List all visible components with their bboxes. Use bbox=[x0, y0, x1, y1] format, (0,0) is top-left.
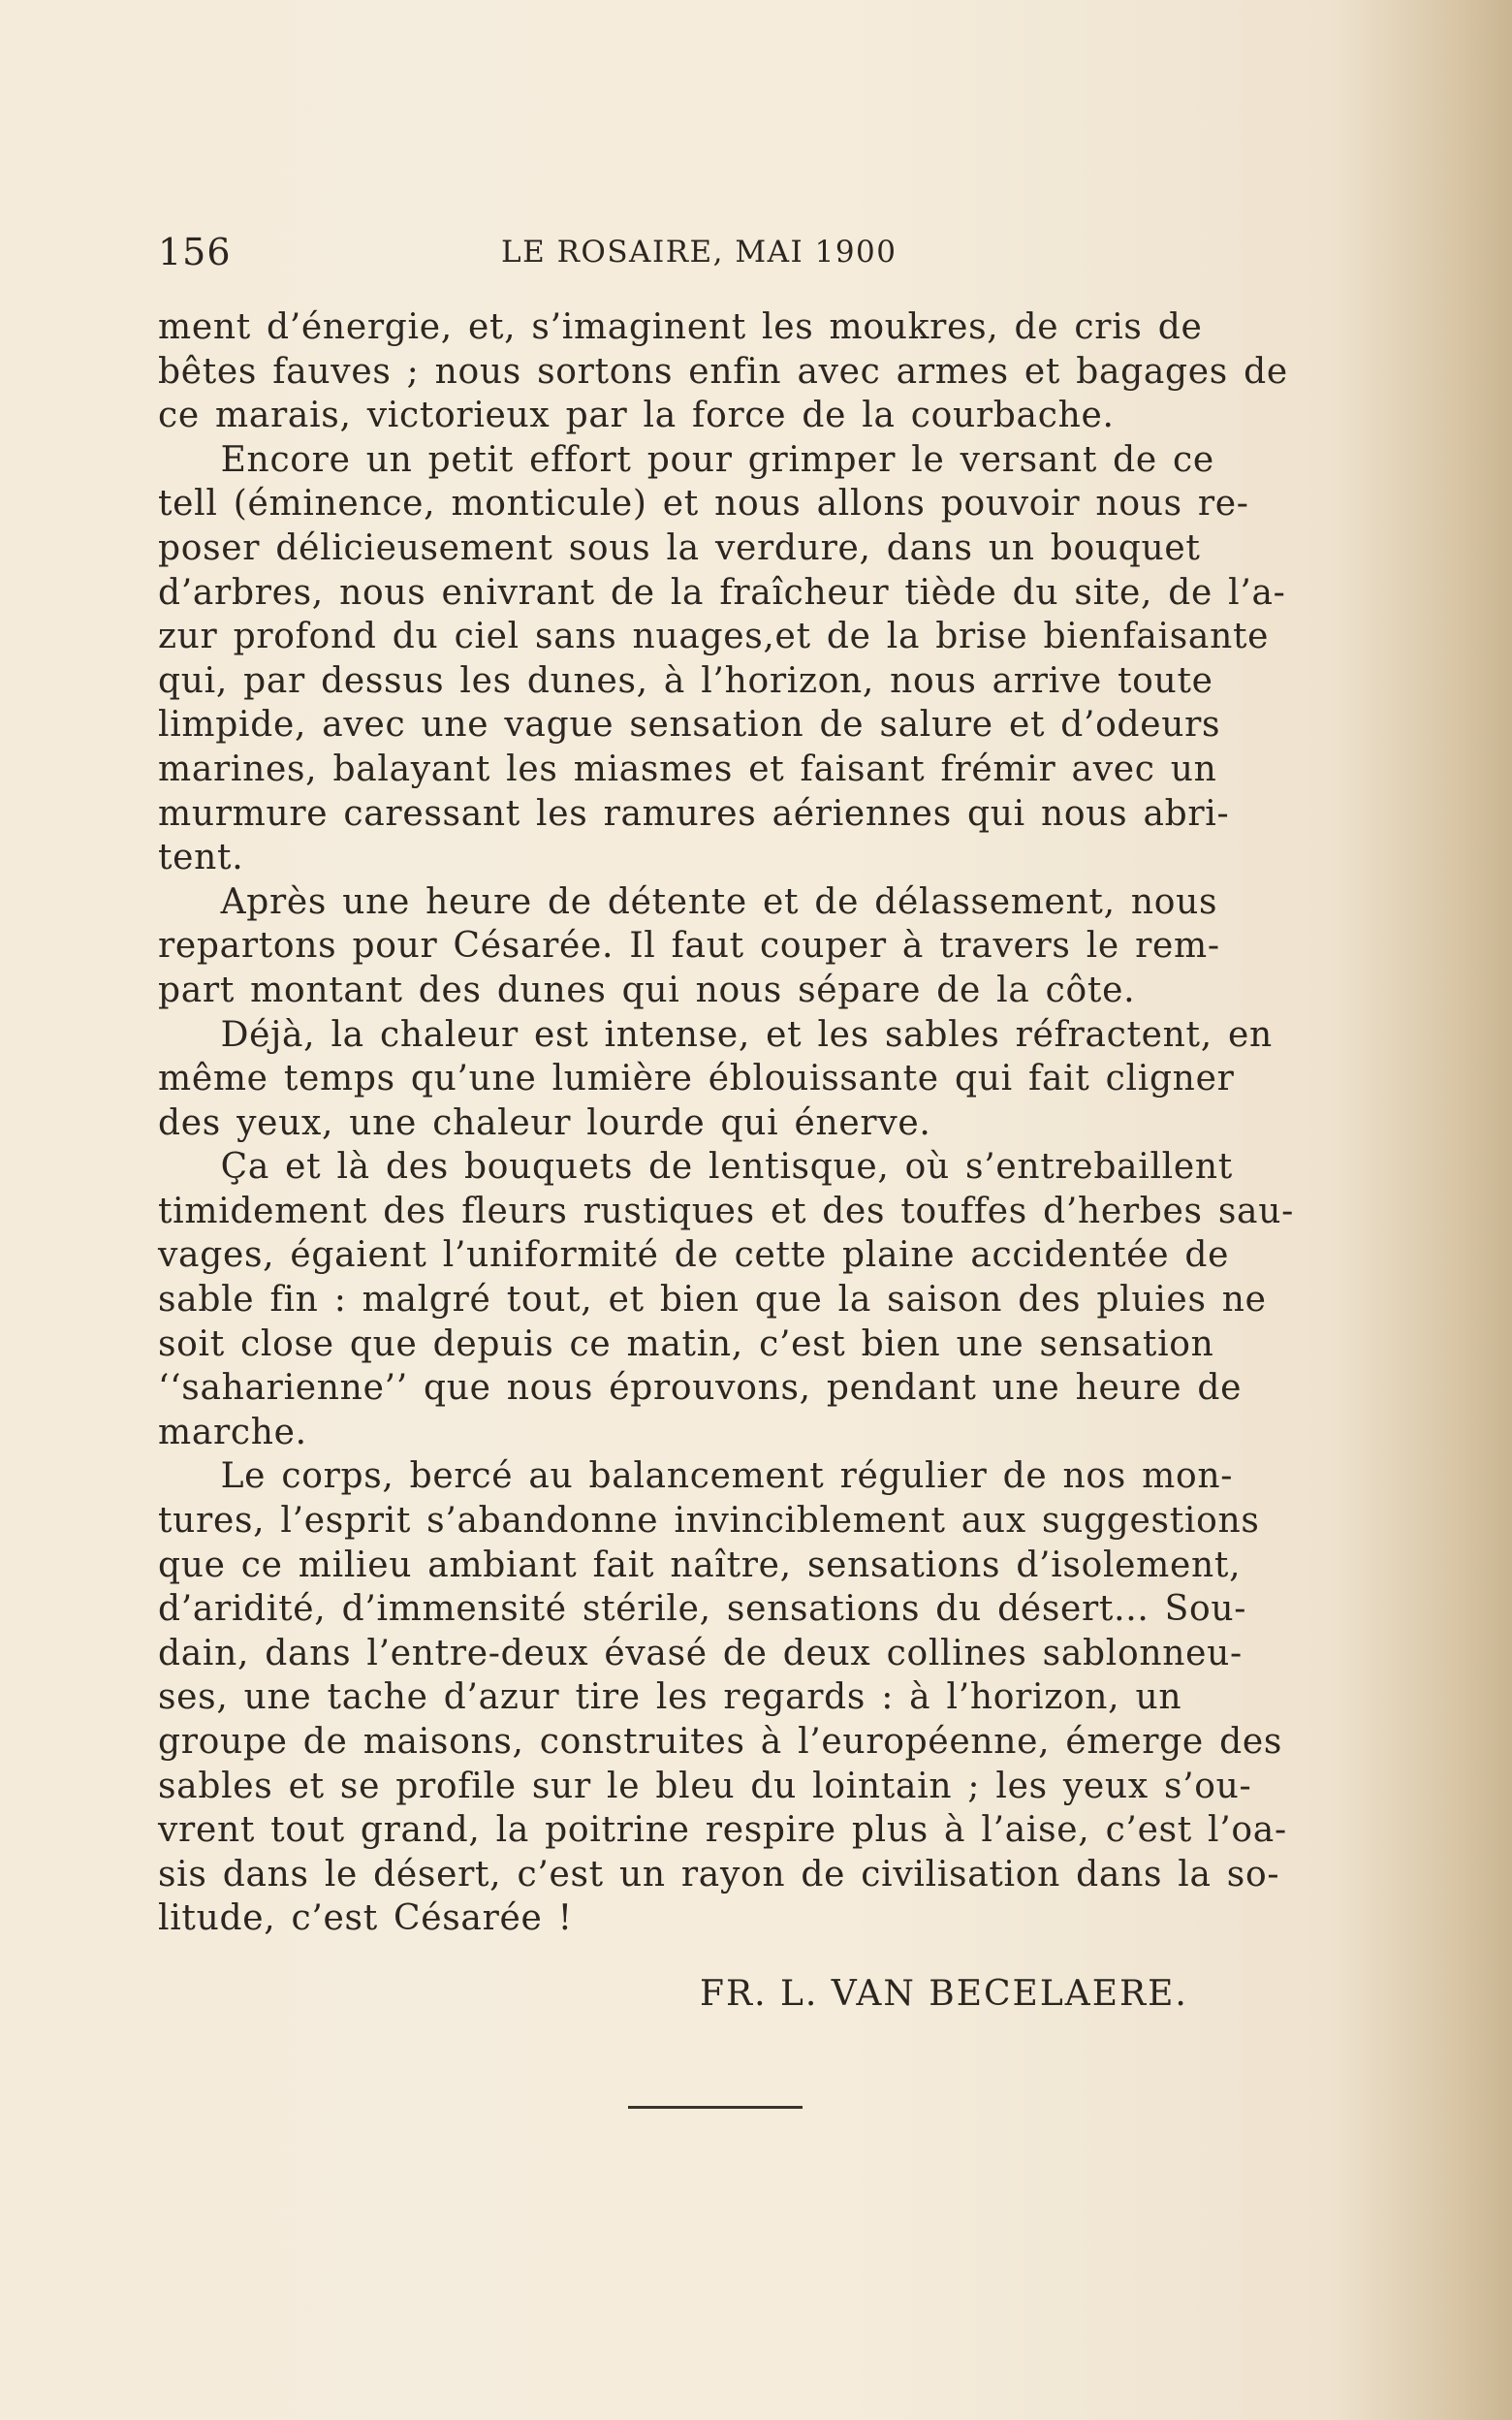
text-line: Après une heure de détente et de délassement, nous bbox=[158, 881, 1218, 922]
text-line: même temps qu’une lumière éblouissante qui fait cligner bbox=[158, 1059, 1235, 1099]
text-line: ment d’énergie, et, s’imaginent les moukres, de cris de bbox=[158, 307, 1203, 347]
text-line: bêtes fauves ; nous sortons enfin avec armes et bagages de bbox=[158, 351, 1288, 392]
text-line: marche. bbox=[158, 1412, 307, 1452]
text-line: Encore un petit effort pour grimper le versant de ce bbox=[158, 439, 1214, 480]
text-line: limpide, avec une vague sensation de salure et d’odeurs bbox=[158, 705, 1221, 746]
text-line: repartons pour Césarée. Il faut couper à travers le rem- bbox=[158, 926, 1220, 967]
text-line: zur profond du ciel sans nuages,et de la brise bienfaisante bbox=[158, 617, 1270, 657]
text-line: qui, par dessus les dunes, à l’horizon, nous arrive toute bbox=[158, 660, 1213, 701]
text-line: sis dans le désert, c’est un rayon de civilisation dans la so- bbox=[158, 1854, 1280, 1895]
text-line: dain, dans l’entre-deux évasé de deux collines sablonneu- bbox=[158, 1633, 1243, 1673]
text-line: vrent tout grand, la poitrine respire plus à l’aise, c’est l’oa- bbox=[158, 1810, 1287, 1851]
text-line: sables et se profile sur le bleu du lointain ; les yeux s’ou- bbox=[158, 1766, 1252, 1806]
text-line: que ce milieu ambiant fait naître, sensations d’isolement, bbox=[158, 1544, 1242, 1585]
end-rule bbox=[628, 2106, 803, 2109]
text-line: groupe de maisons, construites à l’européenne, émerge des bbox=[158, 1722, 1282, 1762]
article-body bbox=[158, 305, 1321, 1941]
author-signature: FR. L. VAN BECELAERE. bbox=[700, 1974, 1188, 2014]
text-line: tent. bbox=[158, 838, 244, 878]
page-number: 156 bbox=[158, 231, 232, 273]
text-line: des yeux, une chaleur lourde qui énerve. bbox=[158, 1102, 931, 1143]
text-line: part montant des dunes qui nous sépare de la côte. bbox=[158, 970, 1136, 1010]
text-line: litude, c’est Césarée ! bbox=[158, 1898, 573, 1939]
text-line: marines, balayant les miasmes et faisant frémir avec un bbox=[158, 748, 1217, 789]
text-line: Ça et là des bouquets de lentisque, où s’entrebaillent bbox=[158, 1147, 1233, 1188]
text-line: timidement des fleurs rustiques et des touffes d’herbes sau- bbox=[158, 1191, 1294, 1231]
text-line: sable fin : malgré tout, et bien que la saison des pluies ne bbox=[158, 1280, 1267, 1321]
text-line: murmure caressant les ramures aériennes qui nous abri- bbox=[158, 793, 1230, 834]
text-line: ce marais, victorieux par la force de la courbache. bbox=[158, 396, 1115, 436]
running-title: LE ROSAIRE, MAI 1900 bbox=[501, 235, 898, 270]
text-line: tures, l’esprit s’abandonne invinciblement aux suggestions bbox=[158, 1501, 1260, 1542]
text-line: soit close que depuis ce matin, c’est bien une sensation bbox=[158, 1323, 1214, 1364]
text-line: tell (éminence, monticule) et nous allons pouvoir nous re- bbox=[158, 484, 1249, 525]
text-line: Le corps, bercé au balancement régulier de nos mon- bbox=[158, 1456, 1234, 1497]
text-line: d’aridité, d’immensité stérile, sensations du désert... Sou- bbox=[158, 1589, 1247, 1630]
text-line: d’arbres, nous enivrant de la fraîcheur tiède du site, de l’a- bbox=[158, 572, 1286, 613]
text-line: ses, une tache d’azur tire les regards : à l’horizon, un bbox=[158, 1677, 1182, 1718]
text-line: ‘‘saharienne’’ que nous éprouvons, pendant une heure de bbox=[158, 1368, 1243, 1409]
page-header bbox=[158, 231, 933, 279]
text-line: Déjà, la chaleur est intense, et les sables réfractent, en bbox=[158, 1014, 1273, 1055]
text-line: poser délicieusement sous la verdure, dans un bouquet bbox=[158, 527, 1201, 568]
text-line: vages, égaient l’uniformité de cette plaine accidentée de bbox=[158, 1235, 1230, 1276]
